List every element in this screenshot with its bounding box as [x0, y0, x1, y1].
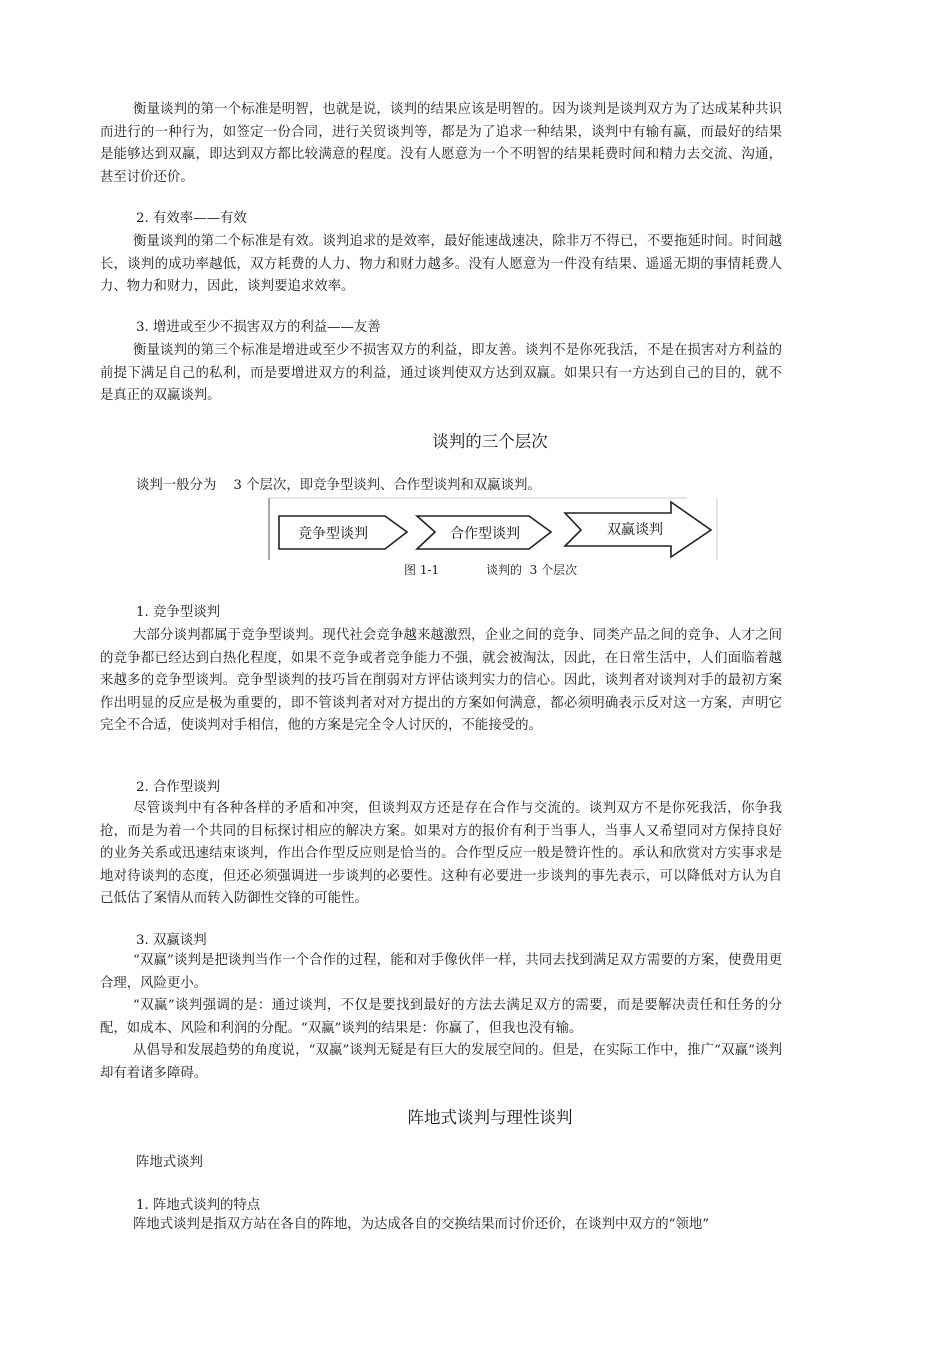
figure-caption — [404, 562, 577, 578]
subheading-positional: 阵地式谈判 — [136, 1155, 203, 1170]
heading-win-win: 3. 双赢谈判 — [136, 933, 207, 948]
paragraph-win-win-1: “双赢”谈判是把谈判当作一个合作的过程，能和对手像伙伴一样，共同去找到满足双方需要的方案，使费用更合理，风险更小。 — [100, 953, 782, 991]
paragraph-win-win-2: “双赢”谈判强调的是：通过谈判，不仅是要找到最好的方法去满足双方的需要，而是要解决责任和任务的分配，如成本、风险和利润的分配。“双赢”谈判的结果是：你赢了，但我也没有输。 — [100, 998, 782, 1036]
paragraph-positional: 阵地式谈判是指双方站在各自的阵地，为达成各自的交换结果而讨价还价，在谈判中双方的“领地” — [133, 1217, 710, 1232]
figure-caption-number: 图 1-1 — [404, 563, 440, 577]
heading-mutual-benefit: 3. 增进或至少不损害双方的利益——友善 — [136, 320, 381, 335]
section-title-positional: 阵地式谈判与理性谈判 — [407, 1108, 573, 1127]
paragraph-win-win-3: 从倡导和发展趋势的角度说，“双赢”谈判无疑是有巨大的发展空间的。但是，在实际工作中，推广“双赢”谈判却有着诸多障碍。 — [100, 1043, 782, 1081]
heading-positional-features: 1. 阵地式谈判的特点 — [136, 1198, 261, 1213]
paragraph-levels-intro: 谈判一般分为 3 个层次，即竞争型谈判、合作型谈判和双赢谈判。 — [136, 478, 541, 493]
heading-cooperative: 2. 合作型谈判 — [136, 780, 220, 795]
arrow-label-cooperative: 合作型谈判 — [450, 526, 520, 542]
arrow-label-win-win: 双赢谈判 — [607, 522, 663, 538]
paragraph-competitive: 大部分谈判都属于竞争型谈判。现代社会竞争越来越激烈，企业之间的竞争、同类产品之间的竞争、人才之间的竞争都已经达到白热化程度，如果不竞争或者竞争能力不强，就会被淘汰，因此，在日常生活中，人们面临着越来越多的竞争型谈判。竞争型谈判的技巧旨在削弱对方评估谈判实力的信心。因此，谈判者对谈判对手的最初方案作出明显的反应是极为重要的，即不管谈判者对对方提出的方案如何满意，都必须明确表示反对这一方案，声明它完全不合适，使谈判对手相信，他的方案是完全令人讨厌的，不能接受的。 — [100, 628, 782, 734]
paragraph-cooperative: 尽管谈判中有各种各样的矛盾和冲突，但谈判双方还是存在合作与交流的。谈判双方不是你死我活，你争我抢，而是为着一个共同的目标探讨相应的解决方案。如果对方的报价有利于当事人，当事人又希望同对方保持良好的业务关系或迅速结束谈判，作出合作型反应则是恰当的。合作型反应一般是赞许性的。承认和欣赏对方实事求是地对待谈判的态度，但还必须强调进一步谈判的必要性。这种有必要进一步谈判的事先表示，可以降低对方认为自己低估了案情从而转入防御性交锋的可能性。 — [100, 801, 782, 907]
three-levels-figure — [267, 496, 719, 562]
arrow-label-competitive: 竞争型谈判 — [298, 526, 368, 542]
heading-efficiency: 2. 有效率——有效 — [136, 211, 247, 226]
section-title-three-levels: 谈判的三个层次 — [432, 432, 548, 451]
paragraph-mutual-benefit: 衡量谈判的第三个标准是增进或至少不损害双方的利益，即友善。谈判不是你死我活，不是在损害对方利益的前提下满足自己的私利，而是要增进双方的利益，通过谈判使双方达到双赢。如果只有一方达到自己的目的，就不是真正的双赢谈判。 — [100, 343, 782, 404]
paragraph-efficiency: 衡量谈判的第二个标准是有效。谈判追求的是效率，最好能速战速决，除非万不得已，不要拖延时间。时间越长，谈判的成功率越低，双方耗费的人力、物力和财力越多。没有人愿意为一件没有结果、遥遥无期的事情耗费人力、物力和财力，因此，谈判要追求效率。 — [100, 234, 782, 295]
paragraph-wisdom: 衡量谈判的第一个标准是明智，也就是说，谈判的结果应该是明智的。因为谈判是谈判双方为了达成某种共识而进行的一种行为，如签定一份合同，进行关贸谈判等，都是为了追求一种结果，谈判中有输有赢，而最好的结果是能够达到双赢，即达到双方都比较满意的程度。没有人愿意为一个不明智的结果耗费时间和精力去交流、沟通，甚至讨价还价。 — [100, 102, 782, 185]
three-levels-arrow-diagram — [267, 496, 719, 562]
figure-caption-text: 谈判的 3 个层次 — [486, 563, 578, 577]
heading-competitive: 1. 竞争型谈判 — [136, 605, 220, 620]
